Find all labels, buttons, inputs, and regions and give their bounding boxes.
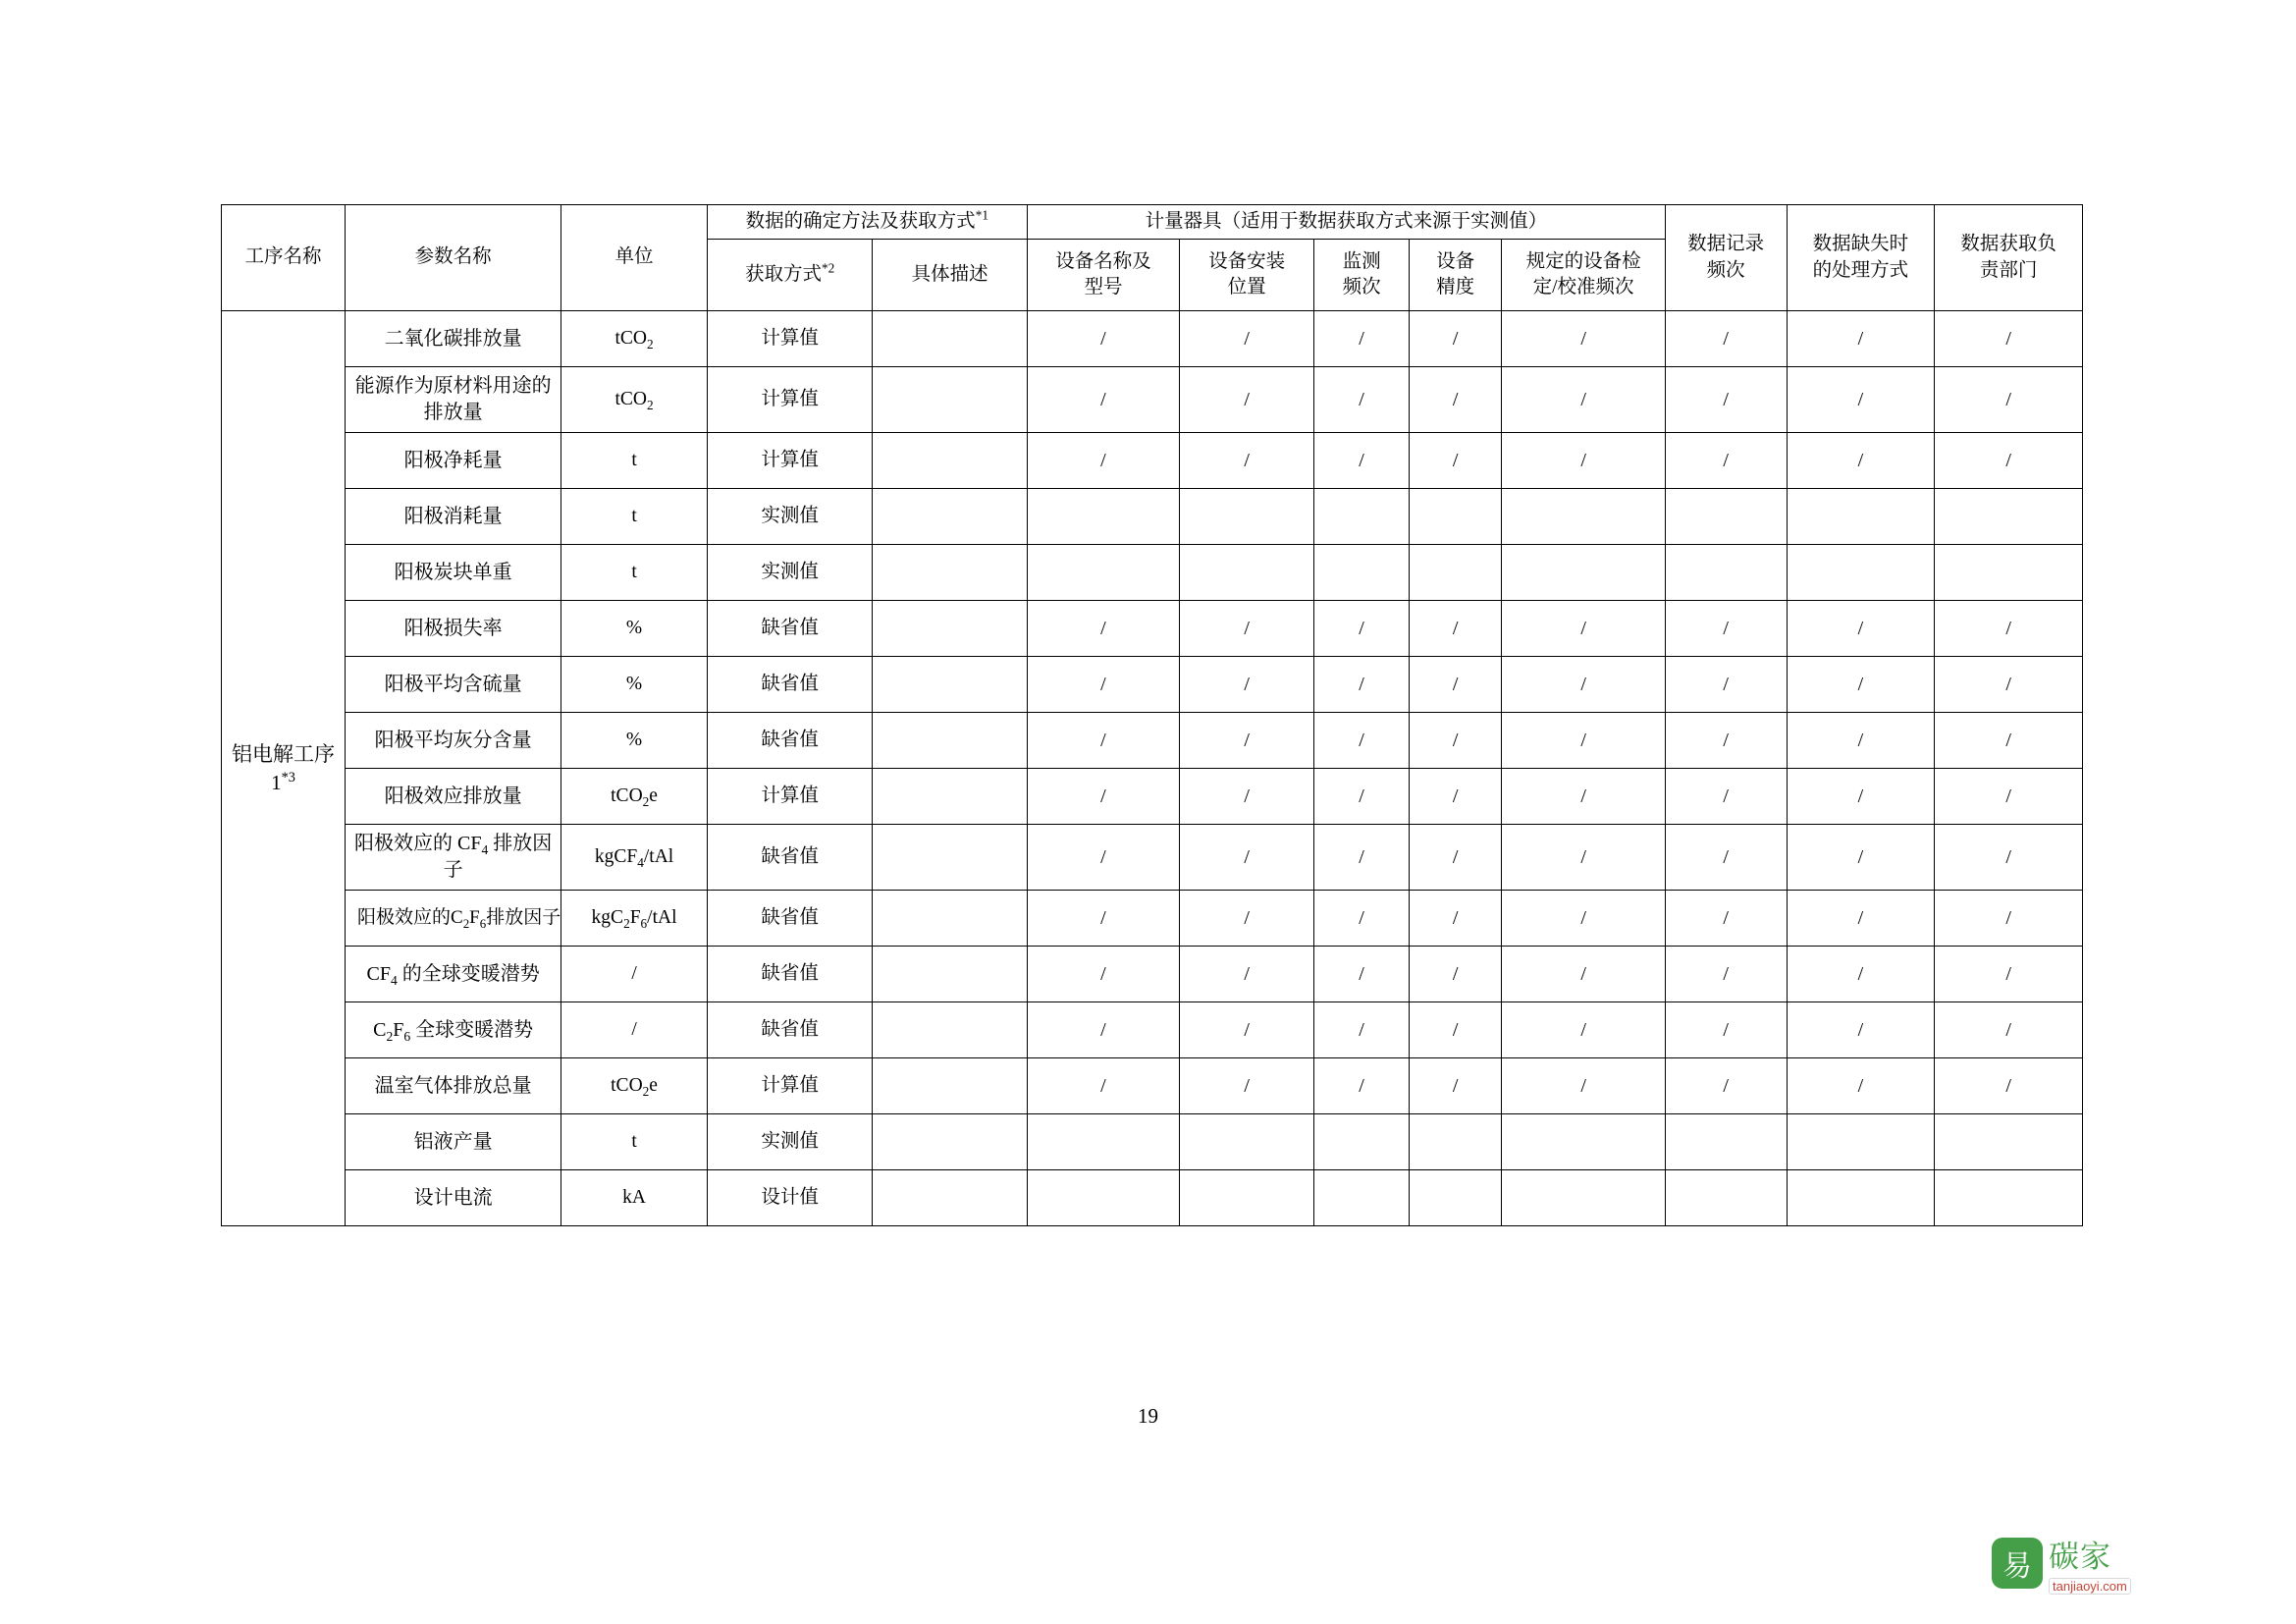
description	[873, 601, 1027, 657]
acquire-mode: 计算值	[707, 769, 873, 825]
device-accuracy: /	[1409, 433, 1501, 489]
device-accuracy: /	[1409, 657, 1501, 713]
table-row	[222, 769, 2083, 825]
record-freq	[1665, 545, 1787, 601]
monitor-freq	[1314, 1170, 1410, 1226]
header-monitor-freq: 监测 频次	[1314, 240, 1410, 311]
device-name: /	[1027, 367, 1179, 433]
acquire-mode: 缺省值	[707, 825, 873, 891]
param-unit: tCO$_2$	[561, 311, 707, 367]
missing-handling: /	[1787, 433, 1935, 489]
acquire-mode: 设计值	[707, 1170, 873, 1226]
param-name: $C_2F_6$ 全球变暖潜势	[345, 1002, 561, 1058]
record-freq: /	[1665, 891, 1787, 947]
missing-handling	[1787, 545, 1935, 601]
param-name: 阳极消耗量	[345, 489, 561, 545]
param-name: 设计电流	[345, 1170, 561, 1226]
header-device-position: 设备安装 位置	[1180, 240, 1314, 311]
acquire-mode: 缺省值	[707, 947, 873, 1002]
table-row	[222, 1170, 2083, 1226]
page-number: 19	[1138, 1404, 1158, 1428]
param-unit: tCO$_2$e	[561, 1058, 707, 1114]
monitor-freq	[1314, 545, 1410, 601]
device-position: /	[1180, 601, 1314, 657]
device-position: /	[1180, 433, 1314, 489]
device-position: /	[1180, 367, 1314, 433]
table-row	[222, 601, 2083, 657]
missing-handling: /	[1787, 601, 1935, 657]
header-device-name: 设备名称及 型号	[1027, 240, 1179, 311]
record-freq: /	[1665, 713, 1787, 769]
device-accuracy	[1409, 545, 1501, 601]
description	[873, 825, 1027, 891]
device-name: /	[1027, 713, 1179, 769]
param-name: 阳极平均灰分含量	[345, 713, 561, 769]
missing-handling: /	[1787, 891, 1935, 947]
calibration-freq: /	[1502, 1002, 1665, 1058]
param-unit: tCO$_2$e	[561, 769, 707, 825]
param-name: 铝液产量	[345, 1114, 561, 1170]
missing-handling: /	[1787, 713, 1935, 769]
acquire-mode: 计算值	[707, 433, 873, 489]
record-freq: /	[1665, 1058, 1787, 1114]
responsible-dept	[1935, 489, 2083, 545]
device-name	[1027, 545, 1179, 601]
acquire-mode: 缺省值	[707, 657, 873, 713]
parameter-table	[221, 204, 2083, 1226]
record-freq: /	[1665, 367, 1787, 433]
device-name: /	[1027, 433, 1179, 489]
device-accuracy: /	[1409, 1058, 1501, 1114]
record-freq: /	[1665, 947, 1787, 1002]
responsible-dept: /	[1935, 947, 2083, 1002]
record-freq	[1665, 1170, 1787, 1226]
param-name: 阳极净耗量	[345, 433, 561, 489]
param-unit: kA	[561, 1170, 707, 1226]
param-name: 二氧化碳排放量	[345, 311, 561, 367]
device-name: /	[1027, 657, 1179, 713]
monitor-freq: /	[1314, 367, 1410, 433]
monitor-freq: /	[1314, 1002, 1410, 1058]
device-name: /	[1027, 891, 1179, 947]
monitor-freq: /	[1314, 947, 1410, 1002]
header-group-method: 数据的确定方法及获取方式$^{*1}$	[707, 205, 1027, 240]
param-name: 阳极效应的$C_2F_6$排放因子	[345, 891, 561, 947]
description	[873, 1170, 1027, 1226]
param-unit: /	[561, 947, 707, 1002]
missing-handling: /	[1787, 367, 1935, 433]
description	[873, 545, 1027, 601]
param-name: 阳极平均含硫量	[345, 657, 561, 713]
device-accuracy: /	[1409, 891, 1501, 947]
param-name: 阳极效应排放量	[345, 769, 561, 825]
record-freq: /	[1665, 433, 1787, 489]
table-header-row-1	[222, 205, 2083, 240]
acquire-mode: 计算值	[707, 1058, 873, 1114]
record-freq: /	[1665, 825, 1787, 891]
param-unit: t	[561, 1114, 707, 1170]
device-position: /	[1180, 311, 1314, 367]
device-accuracy: /	[1409, 947, 1501, 1002]
acquire-mode: 计算值	[707, 367, 873, 433]
description	[873, 311, 1027, 367]
table-row	[222, 545, 2083, 601]
table-row	[222, 713, 2083, 769]
header-description: 具体描述	[873, 240, 1027, 311]
device-position: /	[1180, 769, 1314, 825]
device-position	[1180, 545, 1314, 601]
device-position: /	[1180, 713, 1314, 769]
device-position: /	[1180, 947, 1314, 1002]
calibration-freq: /	[1502, 769, 1665, 825]
calibration-freq: /	[1502, 311, 1665, 367]
header-device-accuracy: 设备 精度	[1409, 240, 1501, 311]
calibration-freq	[1502, 489, 1665, 545]
table-row	[222, 891, 2083, 947]
calibration-freq: /	[1502, 825, 1665, 891]
calibration-freq: /	[1502, 367, 1665, 433]
device-name: /	[1027, 1058, 1179, 1114]
device-accuracy: /	[1409, 311, 1501, 367]
header-dept: 数据获取负 责部门	[1935, 205, 2083, 311]
acquire-mode: 计算值	[707, 311, 873, 367]
watermark-badge-icon: 易	[1992, 1538, 2043, 1589]
record-freq: /	[1665, 601, 1787, 657]
acquire-mode: 缺省值	[707, 891, 873, 947]
responsible-dept: /	[1935, 433, 2083, 489]
table-body	[222, 311, 2083, 1226]
table-row	[222, 1058, 2083, 1114]
responsible-dept: /	[1935, 657, 2083, 713]
device-accuracy: /	[1409, 713, 1501, 769]
responsible-dept: /	[1935, 713, 2083, 769]
param-unit: /	[561, 1002, 707, 1058]
param-name: 阳极损失率	[345, 601, 561, 657]
acquire-mode: 缺省值	[707, 1002, 873, 1058]
device-position: /	[1180, 1058, 1314, 1114]
calibration-freq: /	[1502, 601, 1665, 657]
missing-handling	[1787, 1114, 1935, 1170]
device-accuracy: /	[1409, 367, 1501, 433]
param-unit: %	[561, 657, 707, 713]
device-position	[1180, 489, 1314, 545]
param-unit: %	[561, 601, 707, 657]
header-unit: 单位	[561, 205, 707, 311]
missing-handling: /	[1787, 311, 1935, 367]
param-unit: kgCF$_4$/tAl	[561, 825, 707, 891]
table-row	[222, 1002, 2083, 1058]
calibration-freq	[1502, 1170, 1665, 1226]
acquire-mode: 缺省值	[707, 713, 873, 769]
calibration-freq: /	[1502, 1058, 1665, 1114]
table-row	[222, 1114, 2083, 1170]
header-missing: 数据缺失时 的处理方式	[1787, 205, 1935, 311]
description	[873, 1114, 1027, 1170]
description	[873, 713, 1027, 769]
watermark	[1992, 1532, 2188, 1595]
calibration-freq: /	[1502, 891, 1665, 947]
device-name: /	[1027, 1002, 1179, 1058]
responsible-dept	[1935, 545, 2083, 601]
monitor-freq	[1314, 1114, 1410, 1170]
device-name: /	[1027, 825, 1179, 891]
monitor-freq: /	[1314, 891, 1410, 947]
missing-handling: /	[1787, 769, 1935, 825]
device-name: /	[1027, 311, 1179, 367]
monitor-freq: /	[1314, 433, 1410, 489]
acquire-mode: 实测值	[707, 1114, 873, 1170]
table-row	[222, 825, 2083, 891]
table-row	[222, 311, 2083, 367]
device-name	[1027, 1170, 1179, 1226]
param-name: 温室气体排放总量	[345, 1058, 561, 1114]
device-name	[1027, 1114, 1179, 1170]
device-accuracy: /	[1409, 1002, 1501, 1058]
param-name: 阳极炭块单重	[345, 545, 561, 601]
device-accuracy	[1409, 489, 1501, 545]
device-position: /	[1180, 657, 1314, 713]
device-accuracy	[1409, 1170, 1501, 1226]
monitor-freq: /	[1314, 713, 1410, 769]
process-name-cell: 铝电解工序 1$^{*3}$	[222, 311, 346, 1226]
description	[873, 657, 1027, 713]
watermark-text	[2049, 1532, 2131, 1595]
responsible-dept: /	[1935, 601, 2083, 657]
acquire-mode: 实测值	[707, 545, 873, 601]
param-unit: t	[561, 489, 707, 545]
missing-handling	[1787, 489, 1935, 545]
responsible-dept: /	[1935, 891, 2083, 947]
table-row	[222, 489, 2083, 545]
device-name: /	[1027, 601, 1179, 657]
device-position: /	[1180, 825, 1314, 891]
data-table-container	[221, 204, 2083, 1226]
responsible-dept: /	[1935, 1002, 2083, 1058]
record-freq	[1665, 1114, 1787, 1170]
acquire-mode: 缺省值	[707, 601, 873, 657]
table-row	[222, 433, 2083, 489]
watermark-title: 碳家	[2049, 1540, 2111, 1574]
monitor-freq: /	[1314, 825, 1410, 891]
calibration-freq: /	[1502, 657, 1665, 713]
calibration-freq: /	[1502, 713, 1665, 769]
record-freq	[1665, 489, 1787, 545]
record-freq: /	[1665, 769, 1787, 825]
param-name: $CF_4$ 的全球变暖潜势	[345, 947, 561, 1002]
header-process: 工序名称	[222, 205, 346, 311]
calibration-freq: /	[1502, 947, 1665, 1002]
table-row	[222, 367, 2083, 433]
header-record-freq: 数据记录 频次	[1665, 205, 1787, 311]
device-name: /	[1027, 947, 1179, 1002]
missing-handling: /	[1787, 1002, 1935, 1058]
responsible-dept	[1935, 1114, 2083, 1170]
device-position	[1180, 1114, 1314, 1170]
device-position: /	[1180, 1002, 1314, 1058]
monitor-freq: /	[1314, 1058, 1410, 1114]
responsible-dept	[1935, 1170, 2083, 1226]
monitor-freq	[1314, 489, 1410, 545]
calibration-freq	[1502, 1114, 1665, 1170]
missing-handling	[1787, 1170, 1935, 1226]
missing-handling: /	[1787, 1058, 1935, 1114]
description	[873, 947, 1027, 1002]
device-name: /	[1027, 769, 1179, 825]
responsible-dept: /	[1935, 1058, 2083, 1114]
monitor-freq: /	[1314, 311, 1410, 367]
description	[873, 489, 1027, 545]
description	[873, 367, 1027, 433]
device-accuracy: /	[1409, 825, 1501, 891]
responsible-dept: /	[1935, 769, 2083, 825]
table-row	[222, 947, 2083, 1002]
device-position: /	[1180, 891, 1314, 947]
missing-handling: /	[1787, 825, 1935, 891]
record-freq: /	[1665, 1002, 1787, 1058]
param-name: 能源作为原材料用途的排放量	[345, 367, 561, 433]
header-param: 参数名称	[345, 205, 561, 311]
monitor-freq: /	[1314, 657, 1410, 713]
param-unit: t	[561, 545, 707, 601]
responsible-dept: /	[1935, 311, 2083, 367]
device-position	[1180, 1170, 1314, 1226]
device-accuracy: /	[1409, 769, 1501, 825]
watermark-subtitle: tanjiaoyi.com	[2049, 1578, 2131, 1595]
header-acquire-mode: 获取方式$^{*2}$	[707, 240, 873, 311]
record-freq: /	[1665, 657, 1787, 713]
missing-handling: /	[1787, 657, 1935, 713]
param-name: 阳极效应的 $CF_4$ 排放因子	[345, 825, 561, 891]
monitor-freq: /	[1314, 769, 1410, 825]
description	[873, 769, 1027, 825]
table-row	[222, 657, 2083, 713]
header-group-meter: 计量器具（适用于数据获取方式来源于实测值）	[1027, 205, 1665, 240]
responsible-dept: /	[1935, 367, 2083, 433]
acquire-mode: 实测值	[707, 489, 873, 545]
device-accuracy: /	[1409, 601, 1501, 657]
param-unit: %	[561, 713, 707, 769]
description	[873, 1058, 1027, 1114]
param-unit: $kgC_2F_6$/tAl	[561, 891, 707, 947]
description	[873, 433, 1027, 489]
missing-handling: /	[1787, 947, 1935, 1002]
description	[873, 891, 1027, 947]
monitor-freq: /	[1314, 601, 1410, 657]
responsible-dept: /	[1935, 825, 2083, 891]
calibration-freq: /	[1502, 433, 1665, 489]
device-accuracy	[1409, 1114, 1501, 1170]
calibration-freq	[1502, 545, 1665, 601]
record-freq: /	[1665, 311, 1787, 367]
description	[873, 1002, 1027, 1058]
header-calibration-freq: 规定的设备检 定/校准频次	[1502, 240, 1665, 311]
device-name	[1027, 489, 1179, 545]
param-unit: tCO$_2$	[561, 367, 707, 433]
param-unit: t	[561, 433, 707, 489]
